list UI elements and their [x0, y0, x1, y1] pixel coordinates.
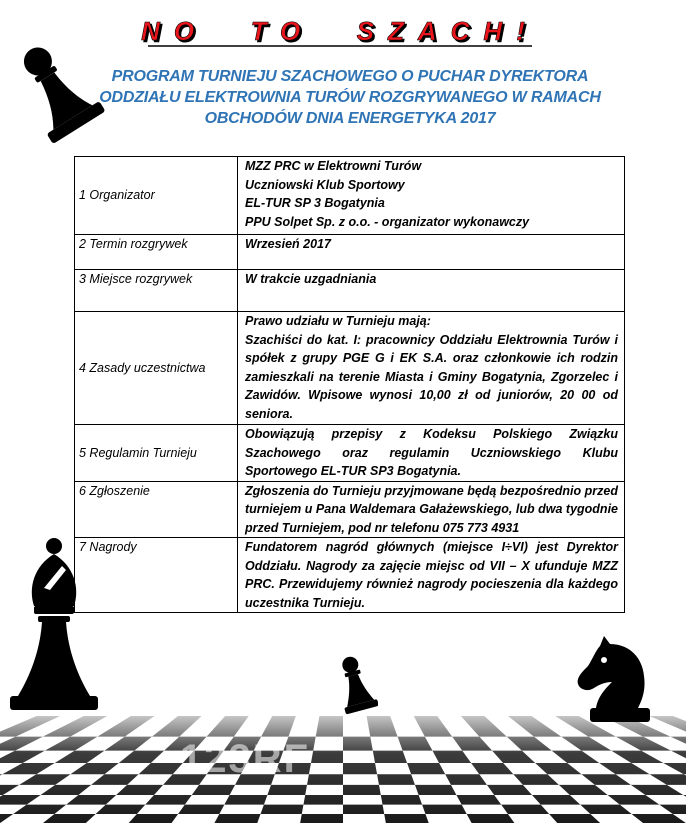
row-value [238, 270, 625, 312]
table-row [75, 481, 625, 538]
value-line: W trakcie uzgadniania [245, 272, 377, 286]
row-label: 3 Miejsce rozgrywek [75, 270, 238, 312]
table-row [75, 312, 625, 425]
knight-icon [566, 630, 662, 726]
value-line: MZZ PRC w Elektrowni Turów [245, 159, 422, 173]
table-row [75, 425, 625, 482]
value-line: Wrzesień 2017 [245, 237, 331, 251]
value-line: Prawo udziału w Turnieju mają: [245, 314, 431, 328]
row-label: 5 Regulamin Turnieju [75, 425, 238, 482]
bishop-icon [4, 536, 104, 714]
row-value [238, 312, 625, 425]
value-line: Szachiści do kat. I: pracownicy Oddziału Elektrownia Turów i spółek z grupy PGE G i EK S.A. oraz członkowie ich rodzin zamieszkali na terenie Miasta i Gminy Bogatynia, Zgorzelec i Zawidów. Wpisowe wynosi 10,00 zł od juniorów, 20 00 od seniora. [245, 332, 618, 421]
tournament-info-table [74, 156, 625, 613]
title-line: ODDZIAŁU ELEKTROWNIA TURÓW ROZGRYWANEGO W RAMACH [99, 89, 601, 106]
value-line: PPU Solpet Sp. z o.o. - organizator wykonawczy [245, 214, 530, 229]
row-value [238, 538, 625, 613]
value-line: Obowiązują przepisy z Kodeksu Polskiego Związku Szachowego oraz regulamin Uczniowskiego Klubu Sportowego EL-TUR SP3 Bogatynia. [245, 427, 618, 478]
row-value [238, 235, 625, 270]
row-value [238, 157, 625, 235]
watermark: 123RF [180, 737, 311, 781]
title-line: PROGRAM TURNIEJU SZACHOWEGO O PUCHAR DYREKTORA [111, 68, 589, 85]
row-label: 1 Organizator [75, 157, 238, 235]
table-row [75, 538, 625, 613]
row-label: 2 Termin rozgrywek [75, 235, 238, 270]
page-title [70, 66, 630, 129]
banner-title [140, 14, 540, 48]
title-line: OBCHODÓW DNIA ENERGETYKA 2017 [204, 110, 496, 127]
row-value [238, 425, 625, 482]
table-row [75, 157, 625, 235]
checkerboard-floor [0, 716, 686, 823]
row-label: 7 Nagrody [75, 538, 238, 613]
value-line: EL-TUR SP 3 Bogatynia [245, 196, 385, 210]
row-label: 6 Zgłoszenie [75, 481, 238, 538]
value-line: Zgłoszenia do Turnieju przyjmowane będą bezpośrednio przed turniejem u Pana Waldemara Gałażewskiego, lub dwa tygodnie przed Turniejem, pod nr telefonu 075 773 4931 [245, 483, 618, 535]
value-line: Uczniowski Klub Sportowy [245, 177, 405, 192]
banner-text: NO TO SZACH! [141, 16, 539, 46]
row-value [238, 481, 625, 538]
table-row [75, 235, 625, 270]
pawn-icon [334, 654, 378, 718]
value-line: Fundatorem nagród głównych (miejsce I÷VI) jest Dyrektor Oddziału. Nagrody za zajęcie miejsc od VII – X ufunduje MZZ PRC. Przewidujemy również nagrody pocieszenia dla każdego uczestnika Turnieju. [245, 540, 618, 610]
table-row [75, 270, 625, 312]
row-label: 4 Zasady uczestnictwa [75, 312, 238, 425]
